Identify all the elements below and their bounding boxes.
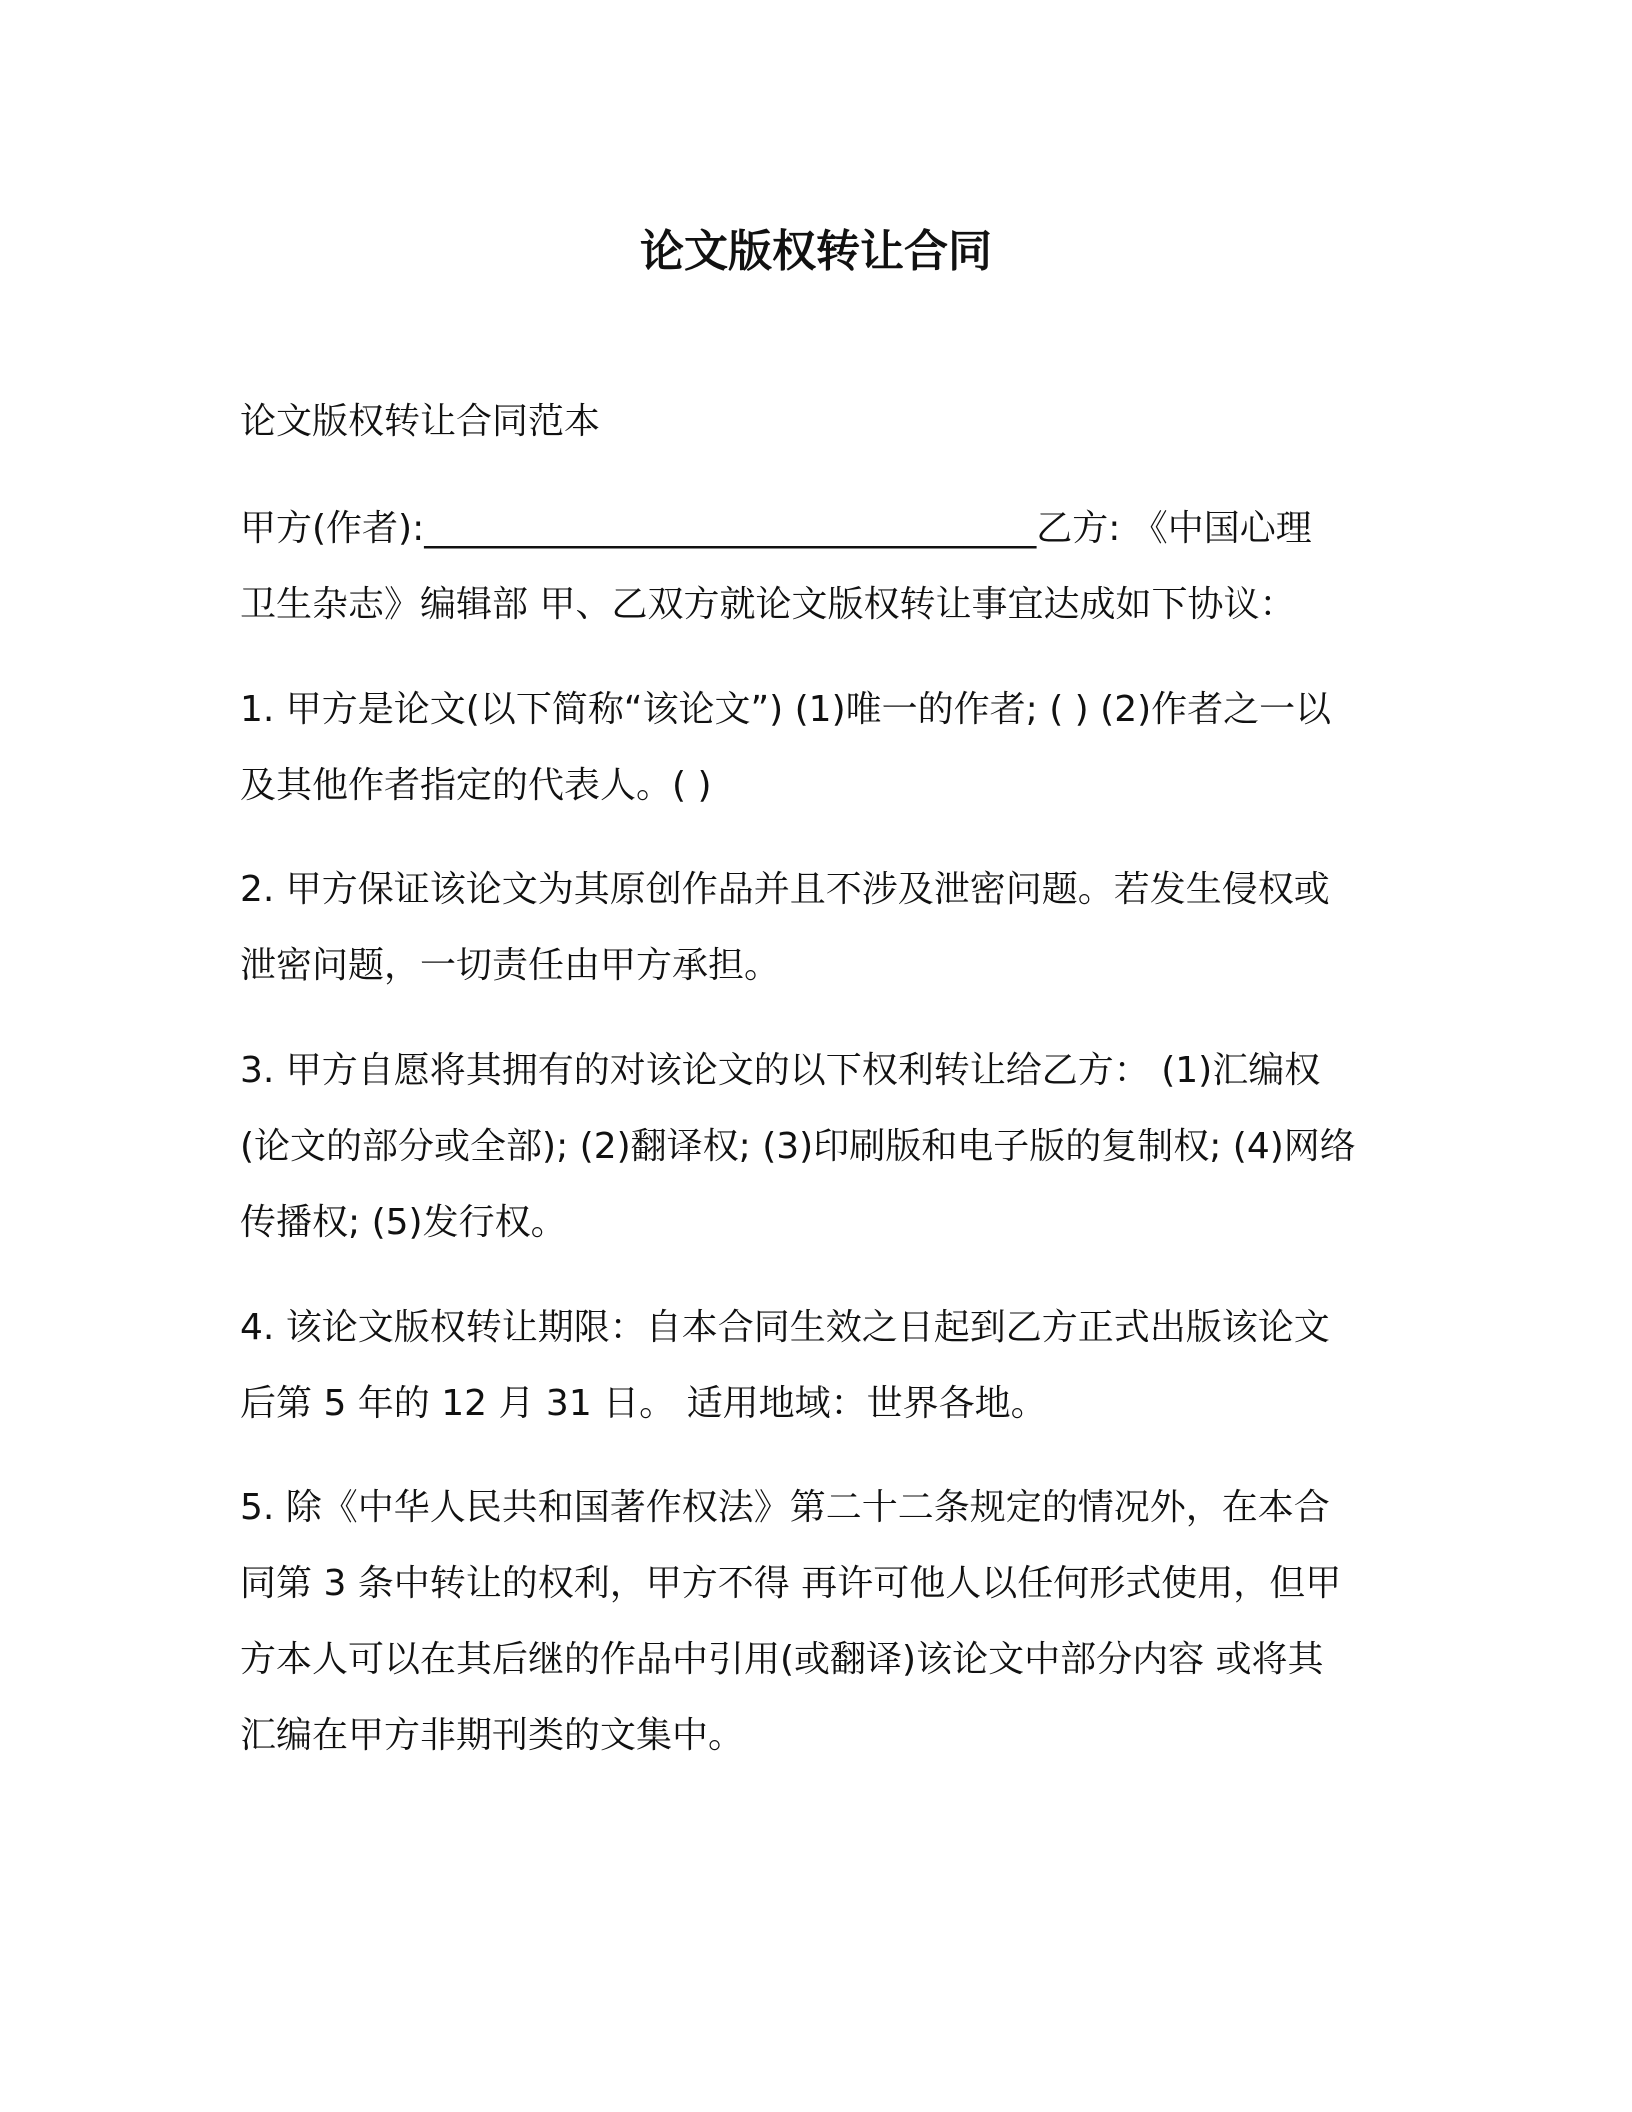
paragraph-line: 及其他作者指定的代表人。( ): [240, 765, 712, 806]
paragraph-line: 3. 甲方自愿将其拥有的对该论文的以下权利转让给乙方： (1)汇编权: [240, 1050, 1321, 1091]
clause-4: [240, 1290, 1390, 1442]
paragraph-line: 传播权; (5)发行权。: [240, 1202, 567, 1243]
clause-3: [240, 1033, 1390, 1261]
paragraph-line: 2. 甲方保证该论文为其原创作品并且不涉及泄密问题。若发生侵权或: [240, 869, 1330, 910]
paragraph-line: 卫生杂志》编辑部 甲、乙双方就论文版权转让事宜达成如下协议：: [240, 584, 1296, 625]
paragraph-line: 4. 该论文版权转让期限：自本合同生效之日起到乙方正式出版该论文: [240, 1307, 1330, 1348]
paragraph-line: 后第 5 年的 12 月 31 日。 适用地域：世界各地。: [240, 1383, 1047, 1424]
paragraph-line: (论文的部分或全部); (2)翻译权; (3)印刷版和电子版的复制权; (4)网络: [240, 1126, 1356, 1167]
document-title: 论文版权转让合同: [640, 226, 992, 277]
paragraph-line: 5. 除《中华人民共和国著作权法》第二十二条规定的情况外，在本合: [240, 1487, 1330, 1528]
clause-1: [240, 672, 1390, 824]
clause-5: [240, 1470, 1390, 1774]
paragraph-line: 汇编在甲方非期刊类的文集中。: [240, 1715, 745, 1756]
parties-paragraph: [240, 491, 1390, 643]
paragraph-line: 同第 3 条中转让的权利，甲方不得 再许可他人以任何形式使用，但甲: [240, 1563, 1342, 1604]
paragraph-line: 方本人可以在其后继的作品中引用(或翻译)该论文中部分内容 或将其: [240, 1639, 1324, 1680]
paragraph-line: 泄密问题，一切责任由甲方承担。: [240, 945, 781, 986]
document-subtitle: 论文版权转让合同范本: [240, 401, 601, 442]
paragraph-line: 1. 甲方是论文(以下简称“该论文”) (1)唯一的作者; ( ) (2)作者之一以: [240, 689, 1332, 730]
paragraph-line: 甲方(作者):__________________________________乙方: 《中国心理: [240, 508, 1312, 549]
clause-2: [240, 852, 1390, 1004]
